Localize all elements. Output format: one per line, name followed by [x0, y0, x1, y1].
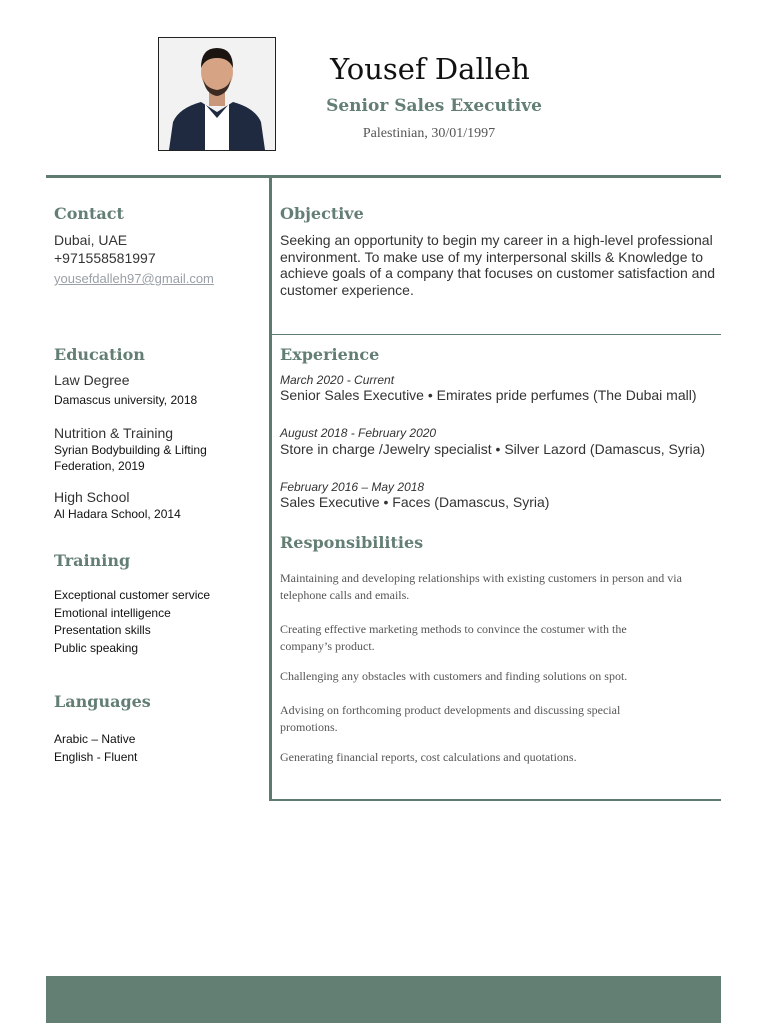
languages-list [54, 731, 137, 766]
column-divider [269, 177, 272, 801]
languages-heading: Languages [54, 692, 151, 711]
job-title: Senior Sales Executive [326, 96, 542, 116]
experience-date: March 2020 - Current [280, 373, 395, 387]
contact-email-link[interactable]: yousefdalleh97@gmail.com [54, 271, 214, 286]
education-detail: Al Hadara School, 2014 [54, 507, 181, 521]
training-list [54, 587, 210, 657]
language-item: English - Fluent [54, 749, 138, 764]
contact-city: Dubai, UAE [54, 232, 128, 248]
experience-date: February 2016 – May 2018 [280, 480, 425, 494]
experience-heading: Experience [280, 345, 380, 364]
education-degree: Law Degree [54, 372, 130, 388]
responsibility-item: Generating financial reports, cost calculations and quotations. [280, 750, 577, 764]
nationality-dob: Palestinian, 30/01/1997 [362, 126, 496, 141]
contact-heading: Contact [54, 204, 124, 223]
language-item: Arabic – Native [54, 732, 136, 746]
training-heading: Training [54, 551, 131, 570]
footer-band [46, 976, 721, 1023]
objective-text: Seeking an opportunity to begin my career in a high-level professional environment. To make use of my interpersonal skills & Knowledge to achieve goals of a company that focuses on customer satisfaction and customer experience. [280, 232, 716, 298]
education-degree: High School [54, 489, 130, 505]
candidate-name: Yousef Dalleh [330, 52, 530, 86]
responsibility-item: Challenging any obstacles with customers and finding solutions on spot. [280, 669, 628, 683]
training-item: Emotional intelligence [54, 605, 171, 620]
header-divider [46, 175, 721, 178]
responsibilities-heading: Responsibilities [280, 533, 424, 552]
profile-photo [158, 37, 276, 151]
education-detail: Damascus university, 2018 [54, 393, 198, 407]
experience-position: Sales Executive • Faces (Damascus, Syria) [280, 494, 550, 510]
objective-heading: Objective [280, 204, 364, 223]
education-heading: Education [54, 345, 145, 364]
experience-date: August 2018 - February 2020 [280, 426, 437, 440]
training-item: Exceptional customer service [54, 588, 211, 602]
training-item: Public speaking [54, 640, 139, 655]
experience-position: Senior Sales Executive • Emirates pride perfumes (The Dubai mall) [280, 387, 697, 403]
training-item: Presentation skills [54, 623, 151, 637]
objective-divider [271, 334, 721, 335]
responsibility-item: Creating effective marketing methods to convince the costumer with the company’s product. [280, 622, 627, 653]
education-detail: Syrian Bodybuilding & Lifting Federation, 2019 [54, 443, 207, 473]
education-degree: Nutrition & Training [54, 425, 174, 441]
contact-phone: +971558581997 [54, 250, 156, 266]
responsibility-item: Advising on forthcoming product developments and discussing special promotions. [280, 703, 621, 734]
responsibility-item: Maintaining and developing relationships with existing customers in person and via telephone calls and emails. [280, 571, 682, 602]
experience-position: Store in charge /Jewelry specialist • Silver Lazord (Damascus, Syria) [280, 441, 706, 457]
bottom-divider [271, 799, 721, 801]
